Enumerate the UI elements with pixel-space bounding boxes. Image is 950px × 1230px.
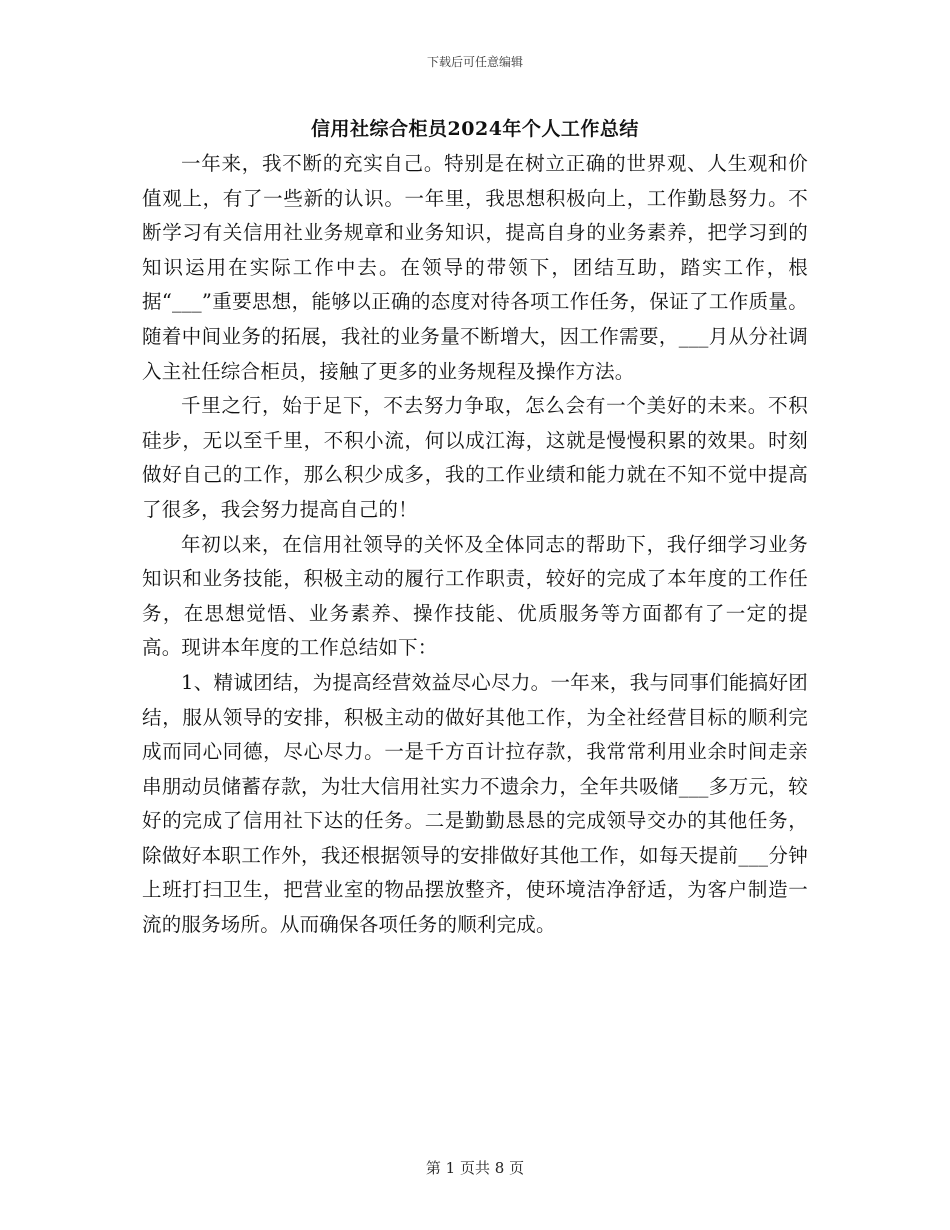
paragraph-2: 千里之行，始于足下，不去努力争取，怎么会有一个美好的未来。不积硅步，无以至千里，不积小流，何以成江海，这就是慢慢积累的效果。时刻做好自己的工作，那么积少成多，我的工作业绩和能力就在不知不觉中提高了很多，我会努力提高自己的！: [142, 394, 808, 521]
paragraph-1: 一年来，我不断的充实自己。特别是在树立正确的世界观、人生观和价值观上，有了一些新的认识。一年里，我思想积极向上，工作勤恳努力。不断学习有关信用社业务规章和业务知识，提高自身的业务素养，把学习到的知识运用在实际工作中去。在领导的带领下，团结互助，踏实工作，根据“___”重要思想，能够以正确的态度对待各项工作任务，保证了工作质量。随着中间业务的拓展，我社的业务量不断增大，因工作需要，___月从分社调入主社任综合柜员，接触了更多的业务规程及操作方法。: [142, 152, 808, 383]
page-number: 第 1 页共 8 页: [425, 1159, 525, 1177]
paragraph-3: 年初以来，在信用社领导的关怀及全体同志的帮助下，我仔细学习业务知识和业务技能，积极主动的履行工作职责，较好的完成了本年度的工作任务，在思想觉悟、业务素养、操作技能、优质服务等方面都有了一定的提高。现讲本年度的工作总结如下：: [142, 532, 808, 660]
header-note: 下载后可任意编辑: [426, 55, 523, 69]
paragraph-4: 1、精诚团结，为提高经营效益尽心尽力。一年来，我与同事们能搞好团结，服从领导的安排，积极主动的做好其他工作，为全社经营目标的顺利完成而同心同德，尽心尽力。一是千方百计拉存款，我常常利用业余时间走亲串朋动员储蓄存款，为壮大信用社实力不遗余力，全年共吸储___多万元，较好的完成了信用社下达的任务。二是勤勤恳恳的完成领导交办的其他任务，除做好本职工作外，我还根据领导的安排做好其他工作，如每天提前___分钟上班打扫卫生，把营业室的物品摆放整齐，使环境洁净舒适，为客户制造一流的服务场所。从而确保各项任务的顺利完成。: [142, 670, 808, 937]
document-body: [142, 147, 808, 943]
document-title: 信用社综合柜员2024年个人工作总结: [311, 118, 639, 140]
